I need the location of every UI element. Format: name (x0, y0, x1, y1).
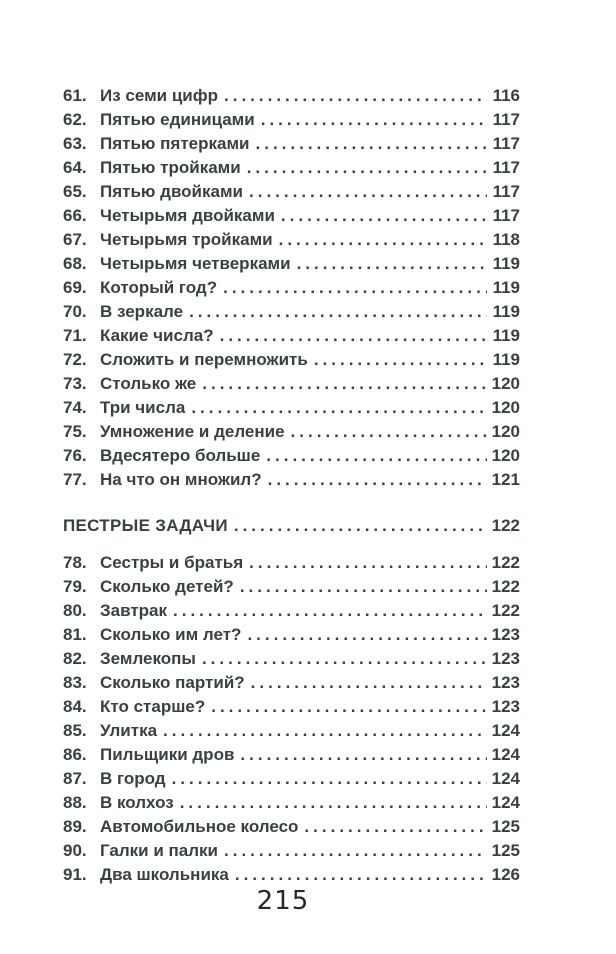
entry-page-number: 119 (492, 278, 520, 297)
section-header-label: ПЕСТРЫЕ ЗАДАЧИ (63, 516, 228, 535)
entry-number: 65. (63, 182, 87, 201)
toc-entry (63, 575, 520, 599)
entry-number: 67. (63, 230, 87, 249)
dot-leader (224, 84, 487, 108)
dot-leader (224, 839, 487, 863)
entry-title: Сестры и братья (100, 553, 244, 572)
dot-leader (240, 575, 487, 599)
toc-entry (63, 444, 520, 468)
entry-number: 62. (63, 110, 87, 129)
entry-number: 74. (63, 398, 87, 417)
entry-page-number: 121 (491, 470, 520, 489)
dot-leader (163, 719, 487, 743)
entry-title: Галки и палки (100, 841, 219, 860)
entry-title: Кто старше? (100, 697, 206, 716)
toc-entry (63, 108, 520, 132)
entry-page-number: 122 (491, 577, 520, 596)
entry-number: 61. (63, 86, 87, 105)
entry-page-number: 124 (491, 721, 520, 740)
entry-title: Вдесятеро больше (100, 446, 261, 465)
entry-title: Сложить и перемножить (100, 350, 308, 369)
entry-number: 70. (63, 302, 87, 321)
entry-title: Четырьмя двойками (100, 206, 275, 225)
toc-entry (63, 743, 520, 767)
toc-entry (63, 300, 520, 324)
toc-entry (63, 863, 520, 887)
dot-leader (240, 743, 487, 767)
entry-title: В город (100, 769, 166, 788)
entry-number: 81. (63, 625, 87, 644)
dot-leader (281, 204, 487, 228)
toc-entry (63, 599, 520, 623)
toc-entry (63, 767, 520, 791)
entry-title: На что он множил? (100, 470, 262, 489)
entry-title: Столько же (100, 374, 197, 393)
entry-page-number: 124 (491, 745, 520, 764)
dot-leader (314, 348, 487, 372)
entry-title: Какие числа? (100, 326, 214, 345)
dot-leader (202, 372, 487, 396)
entry-title: Два школьника (100, 865, 229, 884)
dot-leader (223, 276, 487, 300)
entry-number: 91. (63, 865, 87, 884)
toc-entry (63, 84, 520, 108)
entry-title: Три числа (100, 398, 186, 417)
entry-number: 78. (63, 553, 87, 572)
dot-leader (211, 695, 487, 719)
entry-title: Сколько партий? (100, 673, 245, 692)
entry-page-number: 124 (491, 769, 520, 788)
toc-entry (63, 252, 520, 276)
entry-number: 69. (63, 278, 87, 297)
toc-entry (63, 228, 520, 252)
entry-title: Который год? (100, 278, 218, 297)
entry-title: Пильщики дров (100, 745, 235, 764)
entry-page-number: 119 (492, 302, 520, 321)
entry-page-number: 119 (492, 326, 520, 345)
entry-number: 88. (63, 793, 87, 812)
entry-number: 90. (63, 841, 87, 860)
entry-number: 85. (63, 721, 87, 740)
entry-page-number: 126 (491, 865, 520, 884)
entry-number: 73. (63, 374, 87, 393)
entry-title: В зеркале (100, 302, 184, 321)
entry-number: 84. (63, 697, 87, 716)
entry-page-number: 123 (491, 625, 520, 644)
entry-page-number: 118 (492, 230, 520, 249)
toc-entry (63, 396, 520, 420)
toc-entry (63, 695, 520, 719)
entry-page-number: 125 (491, 841, 520, 860)
entry-number: 71. (63, 326, 87, 345)
toc-list (63, 84, 520, 887)
entry-page-number: 119 (492, 254, 520, 273)
dot-leader (291, 420, 487, 444)
dot-leader (234, 514, 487, 538)
dot-leader (172, 767, 487, 791)
toc-entry (63, 815, 520, 839)
entry-page-number: 116 (492, 86, 520, 105)
toc-entry (63, 348, 520, 372)
dot-leader (256, 132, 488, 156)
entry-page-number: 117 (492, 182, 520, 201)
dot-leader (297, 252, 487, 276)
entry-title: Пятью пятерками (100, 134, 250, 153)
entry-number: 63. (63, 134, 87, 153)
toc-entry (63, 132, 520, 156)
entry-title: Завтрак (100, 601, 168, 620)
dot-leader (249, 180, 487, 204)
section-header (63, 514, 520, 538)
dot-leader (261, 108, 487, 132)
toc-entry (63, 468, 520, 492)
dot-leader (191, 396, 487, 420)
dot-leader (247, 156, 487, 180)
entry-title: Улитка (100, 721, 158, 740)
entry-number: 66. (63, 206, 87, 225)
entry-page-number: 120 (491, 422, 520, 441)
toc-entry (63, 719, 520, 743)
entry-page-number: 125 (491, 817, 520, 836)
page-number-footer: 215 (256, 886, 310, 916)
entry-number: 72. (63, 350, 87, 369)
toc-entry (63, 551, 520, 575)
entry-title: Умножение и деление (100, 422, 285, 441)
toc-entry (63, 204, 520, 228)
entry-title: Землекопы (100, 649, 196, 668)
entry-number: 83. (63, 673, 87, 692)
entry-title: В колхоз (100, 793, 174, 812)
toc-entry (63, 671, 520, 695)
entry-title: Пятью единицами (100, 110, 255, 129)
entry-page-number: 120 (491, 398, 520, 417)
dot-leader (247, 623, 487, 647)
entry-title: Пятью двойками (100, 182, 243, 201)
toc-entry (63, 623, 520, 647)
entry-page-number: 117 (492, 158, 520, 177)
toc-entry (63, 839, 520, 863)
entry-title: Четырьмя тройками (100, 230, 273, 249)
dot-leader (220, 324, 487, 348)
entry-number: 75. (63, 422, 87, 441)
entry-title: Сколько детей? (100, 577, 234, 596)
dot-leader (268, 468, 487, 492)
dot-leader (189, 300, 487, 324)
entry-page-number: 122 (491, 601, 520, 620)
toc-entry (63, 420, 520, 444)
toc-entry (63, 156, 520, 180)
dot-leader (173, 599, 487, 623)
entry-page-number: 117 (492, 134, 520, 153)
entry-page-number: 124 (491, 793, 520, 812)
dot-leader (235, 863, 487, 887)
dot-leader (180, 791, 487, 815)
entry-page-number: 123 (491, 697, 520, 716)
entry-page-number: 123 (491, 649, 520, 668)
entry-title: Сколько им лет? (100, 625, 242, 644)
section-page-number: 122 (491, 516, 520, 535)
entry-page-number: 122 (491, 553, 520, 572)
entry-number: 79. (63, 577, 87, 596)
toc-entry (63, 324, 520, 348)
toc-entry (63, 180, 520, 204)
entry-number: 86. (63, 745, 87, 764)
toc-entry (63, 647, 520, 671)
entry-page-number: 117 (492, 110, 520, 129)
entry-page-number: 117 (492, 206, 520, 225)
dot-leader (251, 671, 487, 695)
entry-page-number: 123 (491, 673, 520, 692)
toc-entry (63, 372, 520, 396)
entry-number: 82. (63, 649, 87, 668)
entry-title: Из семи цифр (100, 86, 218, 105)
entry-number: 77. (63, 470, 87, 489)
entry-number: 89. (63, 817, 87, 836)
toc-entry (63, 276, 520, 300)
entry-number: 68. (63, 254, 87, 273)
dot-leader (304, 815, 487, 839)
dot-leader (279, 228, 487, 252)
entry-page-number: 120 (491, 374, 520, 393)
entry-number: 64. (63, 158, 87, 177)
dot-leader (266, 444, 487, 468)
entry-page-number: 119 (492, 350, 520, 369)
entry-title: Автомобильное колесо (100, 817, 299, 836)
entry-number: 76. (63, 446, 87, 465)
dot-leader (202, 647, 487, 671)
entry-title: Пятью тройками (100, 158, 241, 177)
entry-number: 87. (63, 769, 87, 788)
toc-entry (63, 791, 520, 815)
dot-leader (249, 551, 487, 575)
entry-number: 80. (63, 601, 87, 620)
entry-title: Четырьмя четверками (100, 254, 291, 273)
entry-page-number: 120 (491, 446, 520, 465)
